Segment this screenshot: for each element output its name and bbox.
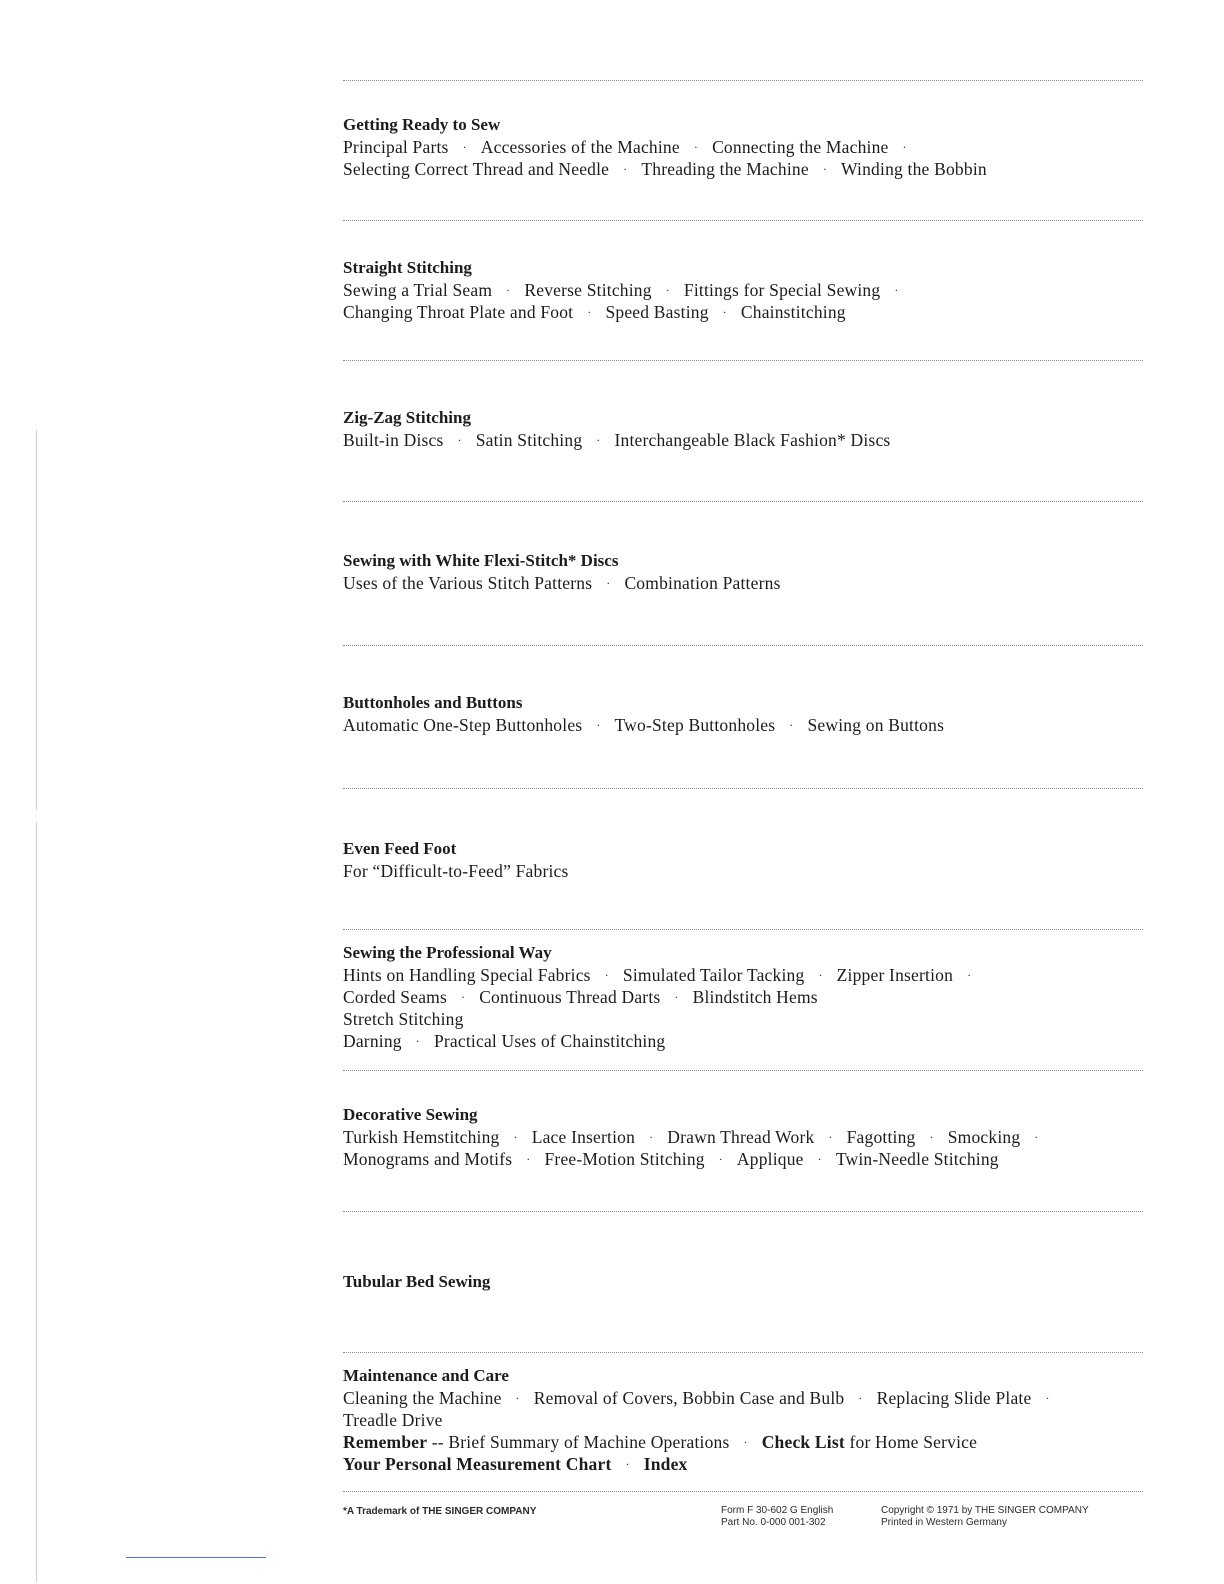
toc-item: Blindstitch Hems xyxy=(692,987,818,1007)
section-divider xyxy=(343,220,1143,221)
section-heading: Zig-Zag Stitching xyxy=(343,408,471,427)
toc-item: Winding the Bobbin xyxy=(841,159,987,179)
section-heading: Even Feed Foot xyxy=(343,839,457,858)
toc-line xyxy=(343,158,1163,180)
separator-dot: · xyxy=(718,1152,723,1166)
toc-item: Simulated Tailor Tacking xyxy=(622,965,805,985)
toc-item: Lace Insertion xyxy=(531,1127,636,1147)
section-divider xyxy=(343,80,1143,81)
toc-section-maintenance-content xyxy=(343,1365,1163,1431)
toc-item: Cleaning the Machine xyxy=(343,1388,502,1408)
form-number-block xyxy=(721,1505,833,1529)
toc-item: Smocking xyxy=(947,1127,1021,1147)
separator-dot: · xyxy=(649,1130,654,1144)
section-heading: Maintenance and Care xyxy=(343,1366,509,1385)
toc-line xyxy=(343,429,1163,451)
form-number: Form F 30-602 G English xyxy=(721,1505,834,1516)
toc-section-tubular-bed xyxy=(343,1271,1163,1293)
toc-section-flexi-stitch xyxy=(343,550,1163,594)
toc-line xyxy=(343,964,1163,986)
toc-item: Reverse Stitching xyxy=(524,280,652,300)
toc-item: Hints on Handling Special Fabrics xyxy=(343,965,591,985)
toc-item: Speed Basting xyxy=(605,302,709,322)
toc-item: Principal Parts xyxy=(343,137,449,157)
toc-line xyxy=(343,1409,1163,1431)
section-divider xyxy=(343,1352,1143,1353)
scan-edge-mark xyxy=(36,430,37,810)
toc-item: Replacing Slide Plate xyxy=(876,1388,1032,1408)
copyright-block xyxy=(881,1505,1089,1529)
toc-item: Threading the Machine xyxy=(641,159,809,179)
toc-section-even-feed-foot xyxy=(343,838,1163,882)
section-heading: Buttonholes and Buttons xyxy=(343,693,523,712)
toc-item: Practical Uses of Chainstitching xyxy=(433,1031,666,1051)
separator-dot: · xyxy=(526,1152,531,1166)
toc-item: Sewing a Trial Seam xyxy=(343,280,493,300)
toc-item: Sewing on Buttons xyxy=(807,715,945,735)
section-heading: Sewing the Professional Way xyxy=(343,943,552,962)
remember-label: Remember xyxy=(343,1432,428,1452)
toc-section-buttonholes xyxy=(343,692,1163,736)
toc-item: Selecting Correct Thread and Needle xyxy=(343,159,610,179)
separator-dot: · xyxy=(894,283,899,297)
toc-section-decorative-sewing xyxy=(343,1104,1163,1170)
separator-dot: · xyxy=(828,1130,833,1144)
toc-line xyxy=(343,279,1163,301)
toc-item: Automatic One-Step Buttonholes xyxy=(343,715,583,735)
part-number: Part No. 0-000 001-302 xyxy=(721,1517,826,1528)
section-heading: Getting Ready to Sew xyxy=(343,115,501,134)
toc-section-straight-stitching xyxy=(343,257,1163,323)
separator-dot: · xyxy=(515,1391,520,1405)
separator-dot: · xyxy=(929,1130,934,1144)
section-divider xyxy=(343,501,1143,502)
separator-dot: · xyxy=(596,433,601,447)
section-heading: Straight Stitching xyxy=(343,258,472,277)
toc-item: Applique xyxy=(736,1149,804,1169)
toc-line xyxy=(343,136,1163,158)
toc-item: Interchangeable Black Fashion* Discs xyxy=(614,430,891,450)
toc-line-measurement xyxy=(343,1453,1163,1475)
separator-dot: · xyxy=(625,1457,630,1471)
toc-line xyxy=(343,1126,1163,1148)
copyright-text: Copyright © 1971 by THE SINGER COMPANY xyxy=(881,1505,1089,1516)
trademark-note: *A Trademark of THE SINGER COMPANY xyxy=(343,1506,537,1517)
toc-line xyxy=(343,1008,1163,1030)
checklist-label: Check List xyxy=(761,1432,845,1452)
separator-dot: · xyxy=(822,162,828,176)
separator-dot: · xyxy=(604,968,609,982)
section-divider xyxy=(343,645,1143,646)
separator-dot: · xyxy=(743,1435,748,1449)
separator-dot: · xyxy=(674,990,679,1004)
separator-dot: · xyxy=(1034,1130,1039,1144)
separator-dot: · xyxy=(596,718,601,732)
toc-section-zigzag-stitching xyxy=(343,407,1163,451)
toc-item: Accessories of the Machine xyxy=(480,137,680,157)
toc-item: Drawn Thread Work xyxy=(667,1127,815,1147)
toc-line xyxy=(343,301,1163,323)
toc-section-getting-ready xyxy=(343,114,1163,180)
separator-dot: · xyxy=(606,576,611,590)
separator-dot: · xyxy=(513,1130,518,1144)
toc-line xyxy=(343,1148,1163,1170)
section-heading: Sewing with White Flexi-Stitch* Discs xyxy=(343,551,619,570)
toc-section-professional-way xyxy=(343,942,1163,1052)
separator-dot: · xyxy=(967,968,972,982)
toc-item: Removal of Covers, Bobbin Case and Bulb xyxy=(533,1388,845,1408)
separator-dot: · xyxy=(902,140,907,154)
index-label: Index xyxy=(643,1454,688,1474)
checklist-text: for Home Service xyxy=(844,1432,978,1452)
separator-dot: · xyxy=(858,1391,863,1405)
toc-item: Turkish Hemstitching xyxy=(343,1127,500,1147)
separator-dot: · xyxy=(817,1152,822,1166)
toc-item: Zipper Insertion xyxy=(836,965,954,985)
separator-dot: · xyxy=(818,968,823,982)
toc-line xyxy=(343,1387,1163,1409)
section-divider xyxy=(343,360,1143,361)
toc-item: Two-Step Buttonholes xyxy=(614,715,776,735)
toc-item: Built-in Discs xyxy=(343,430,444,450)
toc-line xyxy=(343,860,1163,882)
toc-item: Combination Patterns xyxy=(624,573,781,593)
separator-dot: · xyxy=(460,990,466,1004)
toc-item: Twin-Needle Stitching xyxy=(835,1149,999,1169)
section-divider xyxy=(343,1491,1143,1492)
toc-item: Free-Motion Stitching xyxy=(544,1149,705,1169)
separator-dot: · xyxy=(665,283,670,297)
toc-item: Connecting the Machine xyxy=(712,137,889,157)
separator-dot: · xyxy=(1045,1391,1050,1405)
toc-line xyxy=(343,714,1163,736)
section-divider xyxy=(343,1211,1143,1212)
separator-dot: · xyxy=(722,305,727,319)
toc-item: Corded Seams xyxy=(343,987,447,1007)
toc-line xyxy=(343,986,1163,1008)
remember-text: -- Brief Summary of Machine Operations xyxy=(427,1432,730,1452)
toc-item: Fagotting xyxy=(846,1127,916,1147)
toc-item: Stretch Stitching xyxy=(343,1009,464,1029)
toc-line-remember xyxy=(343,1431,1163,1453)
separator-dot: · xyxy=(693,140,699,154)
toc-item: For “Difficult-to-Feed” Fabrics xyxy=(343,861,569,881)
toc-item: Darning xyxy=(343,1031,402,1051)
section-divider xyxy=(343,1070,1143,1071)
toc-item: Continuous Thread Darts xyxy=(479,987,661,1007)
scan-bottom-line xyxy=(126,1557,266,1558)
toc-item: Fittings for Special Sewing xyxy=(683,280,881,300)
toc-item: Monograms and Motifs xyxy=(343,1149,513,1169)
separator-dot: · xyxy=(462,140,467,154)
scan-edge-mark xyxy=(36,822,37,1582)
toc-section-maintenance xyxy=(343,1365,1163,1475)
section-divider xyxy=(343,929,1143,930)
section-divider xyxy=(343,788,1143,789)
separator-dot: · xyxy=(789,718,794,732)
separator-dot: · xyxy=(506,283,511,297)
toc-line xyxy=(343,572,1163,594)
toc-item: Changing Throat Plate and Foot xyxy=(343,302,574,322)
section-heading: Decorative Sewing xyxy=(343,1105,478,1124)
separator-dot: · xyxy=(457,433,462,447)
separator-dot: · xyxy=(415,1034,420,1048)
toc-item: Treadle Drive xyxy=(343,1410,443,1430)
toc-item: Satin Stitching xyxy=(475,430,583,450)
section-heading: Tubular Bed Sewing xyxy=(343,1272,491,1291)
toc-item: Uses of the Various Stitch Patterns xyxy=(343,573,593,593)
separator-dot: · xyxy=(623,162,628,176)
measurement-chart-label: Your Personal Measurement Chart xyxy=(343,1454,612,1474)
toc-item: Chainstitching xyxy=(740,302,846,322)
separator-dot: · xyxy=(587,305,592,319)
toc-line xyxy=(343,1030,1163,1052)
printed-in-text: Printed in Western Germany xyxy=(881,1517,1007,1528)
